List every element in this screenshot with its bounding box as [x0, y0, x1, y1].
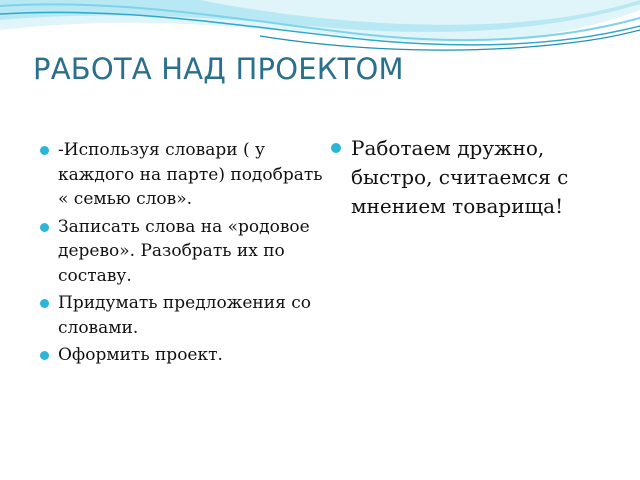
task-item-2 [40, 215, 325, 289]
motto-list [331, 134, 621, 221]
task-item-text: Придумать предложения со словами. [58, 293, 311, 338]
task-item-text: -Используя словари ( у каждого на парте) подобрать « семью слов». [58, 140, 323, 209]
task-list [40, 138, 325, 371]
task-item-3 [40, 291, 325, 340]
task-item-1 [40, 138, 325, 212]
task-item-4 [40, 343, 325, 368]
motto-text: Работаем дружно, быстро, считаемся с мнением товарища! [351, 136, 569, 218]
slide-title: РАБОТА НАД ПРОЕКТОМ [33, 52, 404, 86]
task-item-text: Оформить проект. [58, 345, 223, 365]
motto-item [331, 134, 621, 221]
task-item-text: Записать слова на «родовое дерево». Разобрать их по составу. [58, 216, 310, 286]
